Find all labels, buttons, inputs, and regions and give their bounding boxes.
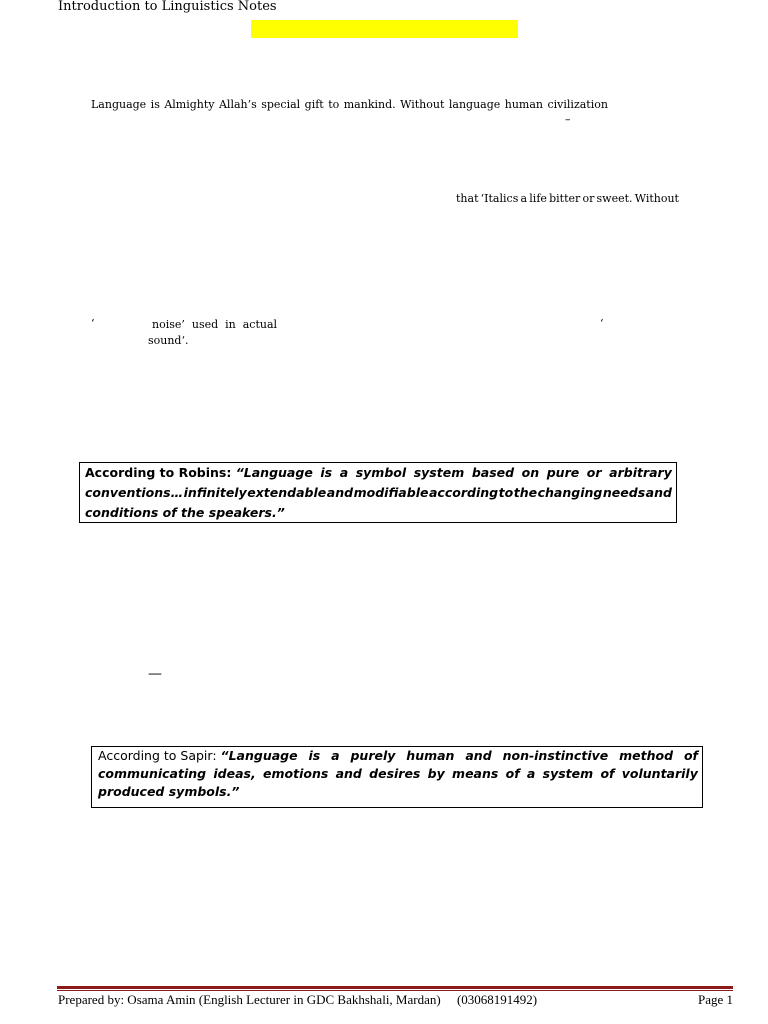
paragraph-3-line-2: sound‘. [148, 334, 189, 347]
sapir-quote-word: voluntarily [621, 766, 698, 781]
paragraph-1-word: to [328, 98, 340, 111]
paragraph-1-word: Almighty [164, 98, 215, 111]
robins-quote-word: based [471, 465, 515, 480]
sapir-quote-word: a [526, 766, 536, 781]
page-footer [58, 992, 733, 1008]
sapir-line-3: produced symbols.” [98, 784, 240, 799]
sapir-line-2 [98, 765, 698, 783]
robins-quote-word: needs [602, 485, 646, 500]
paragraph-1-word: gift [304, 98, 324, 111]
dash-mark: – [565, 113, 571, 126]
paragraph-1-word: special [261, 98, 301, 111]
sapir-definition-box [91, 746, 703, 808]
highlighted-title-bar [251, 20, 518, 38]
robins-quote-word: symbol [355, 465, 407, 480]
robins-quote-word: “Language [235, 465, 313, 480]
sapir-quote-word: non-instinctive [502, 748, 609, 763]
robins-quote-word: changing [537, 485, 603, 500]
sapir-quote-word: means [452, 766, 499, 781]
robins-quote-word: a [339, 465, 349, 480]
sapir-quote-word: is [308, 748, 321, 763]
paragraph-1-word: mankind. [343, 98, 396, 111]
sapir-quote-word: emotions [263, 766, 329, 781]
robins-quote-word: on [521, 465, 540, 480]
footer-page-number: Page 1 [697, 992, 733, 1007]
paragraph-2-word: ‘Italics [480, 192, 519, 205]
paragraph-2-word: or [582, 192, 595, 205]
robins-quote-word: arbitrary [609, 465, 672, 480]
robins-quote-word: extendable [247, 485, 327, 500]
paragraph-3-quote-mark: ‘ [600, 317, 604, 330]
robins-quote-word: system [413, 465, 465, 480]
paragraph-2-word: Without [634, 192, 679, 205]
paragraph-1-word: is [150, 98, 160, 111]
robins-quote-word: and [645, 485, 672, 500]
paragraph-1-line-1 [91, 98, 608, 111]
paragraph-1-word: human [504, 98, 544, 111]
paragraph-1-word: civilization [547, 98, 608, 111]
sapir-quote-word: “Language [220, 748, 298, 763]
paragraph-2-word: bitter [549, 192, 581, 205]
sapir-quote-word: by [427, 766, 445, 781]
paragraph-2-word: life [529, 192, 547, 205]
paragraph-1-word: Without [400, 98, 445, 111]
robins-definition-box [79, 462, 677, 523]
robins-line-1 [85, 463, 672, 483]
robins-line-3: conditions of the speakers.” [85, 505, 285, 520]
paragraph-2-word: sweet. [596, 192, 633, 205]
robins-quote-word: to [498, 485, 514, 500]
sapir-quote-word: and [335, 766, 362, 781]
robins-line-2 [85, 483, 672, 503]
robins-quote-word: is [320, 465, 333, 480]
sapir-line-1 [98, 747, 698, 765]
sapir-quote-word: communicating [98, 766, 207, 781]
sapir-quote-word: ideas, [213, 766, 256, 781]
paragraph-3-fragment: noise’ used in actual [152, 318, 278, 331]
robins-intro-label: According to Robins: [85, 465, 236, 480]
sapir-quote-word: method [619, 748, 674, 763]
document-header-title: Introduction to Linguistics Notes [58, 0, 277, 14]
footer-rule-thin [57, 990, 733, 991]
robins-quote-word: infinitely [183, 485, 247, 500]
robins-quote-word: modifiable [353, 485, 429, 500]
sapir-quote-word: of [600, 766, 615, 781]
footer-rule-thick [57, 986, 733, 989]
sapir-quote-word: system [542, 766, 594, 781]
sapir-quote-word: purely [350, 748, 396, 763]
sapir-quote-word: of [505, 766, 520, 781]
paragraph-1-word: Language [91, 98, 147, 111]
paragraph-3-open-quote: ‘ [91, 317, 95, 330]
paragraph-2-fragment [456, 192, 679, 205]
robins-intro [85, 463, 313, 483]
sapir-quote-word: of [683, 748, 698, 763]
sapir-quote-word: human [406, 748, 455, 763]
robins-quote-word: conventions… [85, 485, 184, 500]
sapir-quote-word: desires [369, 766, 421, 781]
paragraph-2-word: a [520, 192, 528, 205]
sapir-intro-label: According to Sapir: [98, 748, 221, 763]
paragraph-1-word: language [448, 98, 501, 111]
sapir-intro [98, 747, 298, 765]
paragraph-1-word: Allah’s [218, 98, 257, 111]
robins-quote-word: pure [546, 465, 580, 480]
footer-prepared-by: Prepared by: Osama Amin (English Lecturer in GDC Bakhshali, Mardan) (03068191492) [58, 992, 538, 1007]
robins-quote-word: and [326, 485, 354, 500]
paragraph-2-word: that [456, 192, 479, 205]
dash-mark-2: — [148, 666, 162, 682]
sapir-quote-word: and [465, 748, 492, 763]
robins-quote-word: according [429, 485, 499, 500]
sapir-quote-word: a [331, 748, 340, 763]
robins-quote-word: or [586, 465, 602, 480]
robins-quote-word: the [513, 485, 538, 500]
